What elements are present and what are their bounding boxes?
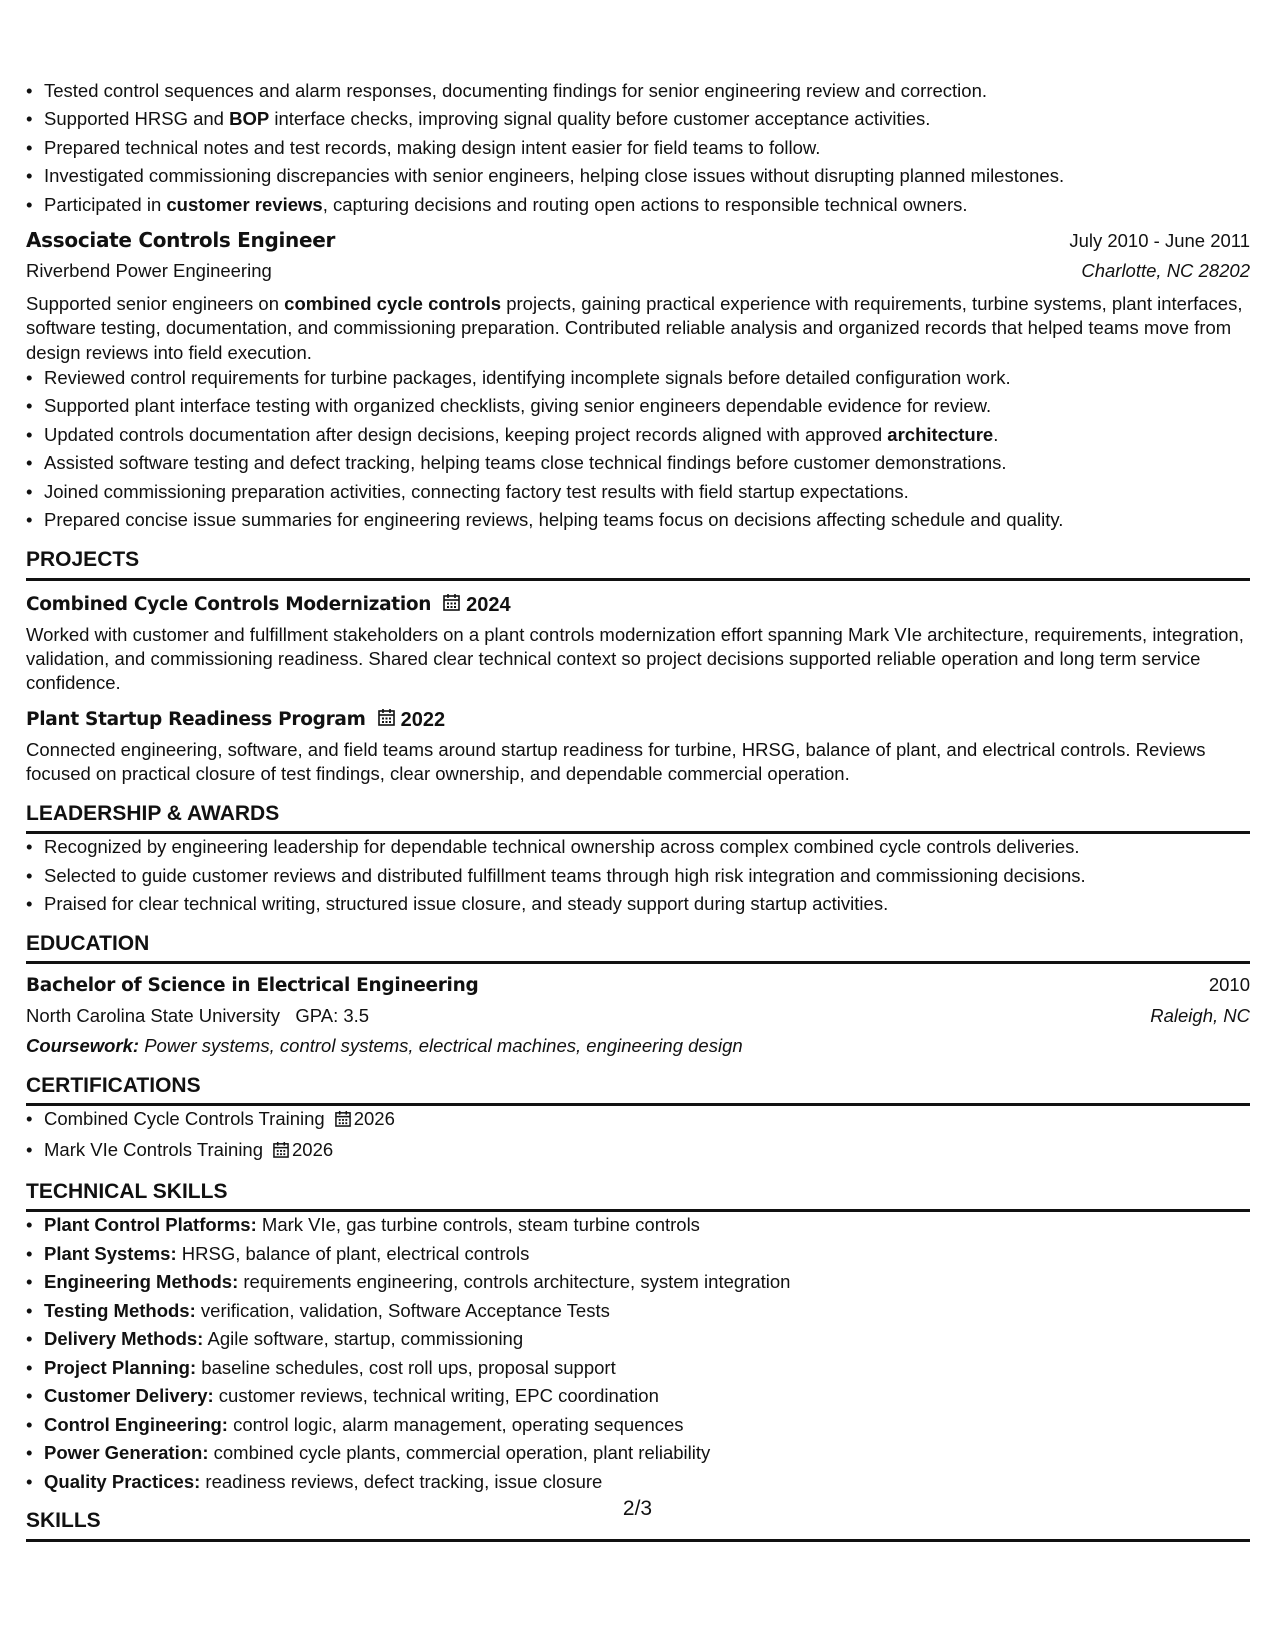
project-year: 2022 xyxy=(400,708,446,731)
list-item: • Investigated commissioning discrepancies with senior engineers, helping close issues without disrupting planned milestones. xyxy=(44,163,1250,189)
resume-page xyxy=(26,78,1250,1542)
calendar-icon xyxy=(335,1108,351,1134)
project-description: Connected engineering, software, and field teams around startup readiness for turbine, HRSG, balance of plant, and electrical controls. Reviews focused on practical closure of test findings, clear ownership, and dependable commercial operation. xyxy=(26,738,1206,785)
project-title: Plant Startup Readiness Program xyxy=(26,708,366,730)
education-header xyxy=(26,972,1250,999)
section-heading-skills: SKILLS xyxy=(26,1506,1250,1541)
leadership-list xyxy=(26,834,1250,917)
cert-year: 2026 xyxy=(353,1108,395,1130)
cert-year: 2026 xyxy=(292,1138,334,1160)
technical-skills-list xyxy=(26,1212,1250,1494)
list-item: • Control Engineering: control logic, alarm management, operating sequences xyxy=(44,1412,1250,1438)
list-item: • Selected to guide customer reviews and distributed fulfillment teams through high risk integration and commissioning decisions. xyxy=(44,863,1250,889)
section-heading-leadership: LEADERSHIP & AWARDS xyxy=(26,799,1250,834)
project-item xyxy=(26,706,1250,787)
gpa: GPA: 3.5 xyxy=(295,1005,370,1027)
list-item: • Combined Cycle Controls Training 2026 xyxy=(44,1106,1250,1134)
list-item: • Tested control sequences and alarm responses, documenting findings for senior engineering review and correction. xyxy=(44,78,1250,104)
list-item: • Prepared concise issue summaries for engineering reviews, helping teams focus on decisions affecting schedule and quality. xyxy=(44,507,1250,533)
project-year: 2024 xyxy=(466,593,511,616)
section-heading-certifications: CERTIFICATIONS xyxy=(26,1071,1250,1106)
list-item: • Reviewed control requirements for turbine packages, identifying incomplete signals before detailed configuration work. xyxy=(44,365,1250,391)
job-subheader xyxy=(26,258,1250,284)
calendar-icon xyxy=(443,592,460,618)
school-name: North Carolina State University xyxy=(26,1005,280,1027)
list-item: • Plant Control Platforms: Mark VIe, gas turbine controls, steam turbine controls xyxy=(44,1212,1250,1238)
education-subheader xyxy=(26,1003,1250,1029)
certifications-list xyxy=(26,1106,1250,1164)
list-item: • Recognized by engineering leadership for dependable technical ownership across complex combined cycle controls deliveries. xyxy=(44,834,1250,860)
list-item: • Supported plant interface testing with organized checklists, giving senior engineers dependable evidence for review. xyxy=(44,393,1250,419)
list-item: • Assisted software testing and defect tracking, helping teams close technical findings before customer demonstrations. xyxy=(44,450,1250,476)
job-dates: July 2010 - June 2011 xyxy=(1069,229,1250,251)
calendar-icon xyxy=(378,707,395,733)
education-year: 2010 xyxy=(1208,974,1250,996)
project-item xyxy=(26,591,1250,696)
list-item: • Project Planning: baseline schedules, cost roll ups, proposal support xyxy=(44,1355,1250,1381)
section-heading-technical-skills: TECHNICAL SKILLS xyxy=(26,1177,1250,1212)
list-item: • Prepared technical notes and test records, making design intent easier for field teams to follow. xyxy=(44,135,1250,161)
list-item: • Updated controls documentation after design decisions, keeping project records aligned with approved architecture. xyxy=(44,422,1250,448)
section-heading-education: EDUCATION xyxy=(26,929,1250,964)
list-item: • Mark VIe Controls Training 2026 xyxy=(44,1137,1250,1165)
list-item: • Delivery Methods: Agile software, startup, commissioning xyxy=(44,1326,1250,1352)
job-summary: Supported senior engineers on combined cycle controls projects, gaining practical experience with requirements, turbine systems, plant interfaces, software testing, documentation, and commissioning preparation. Contributed reliable analysis and organized records that helped teams move from design reviews into field execution. xyxy=(26,292,1243,363)
job-location: Charlotte, NC 28202 xyxy=(1081,259,1250,281)
section-heading-projects: PROJECTS xyxy=(26,545,1250,580)
list-item: • Plant Systems: HRSG, balance of plant, electrical controls xyxy=(44,1241,1250,1267)
page-number: 2/3 xyxy=(622,1497,653,1520)
list-item: • Power Generation: combined cycle plants, commercial operation, plant reliability xyxy=(44,1440,1250,1466)
list-item: • Participated in customer reviews, capturing decisions and routing open actions to responsible technical owners. xyxy=(44,192,1250,218)
education-location: Raleigh, NC xyxy=(1150,1005,1250,1027)
list-item: • Quality Practices: readiness reviews, defect tracking, issue closure xyxy=(44,1469,1250,1495)
list-item: • Engineering Methods: requirements engineering, controls architecture, system integration xyxy=(44,1269,1250,1295)
list-item: • Customer Delivery: customer reviews, technical writing, EPC coordination xyxy=(44,1383,1250,1409)
list-item: • Testing Methods: verification, validation, Software Acceptance Tests xyxy=(44,1298,1250,1324)
coursework: Coursework: Power systems, control systems, electrical machines, engineering design xyxy=(26,1035,743,1057)
job-company: Riverbend Power Engineering xyxy=(26,259,272,281)
job-header xyxy=(26,226,1250,254)
list-item: • Joined commissioning preparation activities, connecting factory test results with field startup expectations. xyxy=(44,479,1250,505)
calendar-icon xyxy=(273,1139,289,1165)
degree-title: Bachelor of Science in Electrical Engineering xyxy=(26,975,479,997)
list-item: • Supported HRSG and BOP interface checks, improving signal quality before customer acceptance activities. xyxy=(44,106,1250,132)
coursework-label: Coursework: xyxy=(26,1035,140,1057)
job-bullets xyxy=(26,365,1250,533)
list-item: • Praised for clear technical writing, structured issue closure, and steady support during startup activities. xyxy=(44,891,1250,917)
job-title: Associate Controls Engineer xyxy=(26,227,336,252)
previous-job-bullets xyxy=(26,78,1250,218)
project-title: Combined Cycle Controls Modernization xyxy=(26,593,432,615)
project-description: Worked with customer and fulfillment stakeholders on a plant controls modernization effort spanning Mark VIe architecture, requirements, integration, validation, and commissioning readiness. Shared clear technical context so project decisions supported reliable operation and long term service confidence. xyxy=(26,623,1244,694)
